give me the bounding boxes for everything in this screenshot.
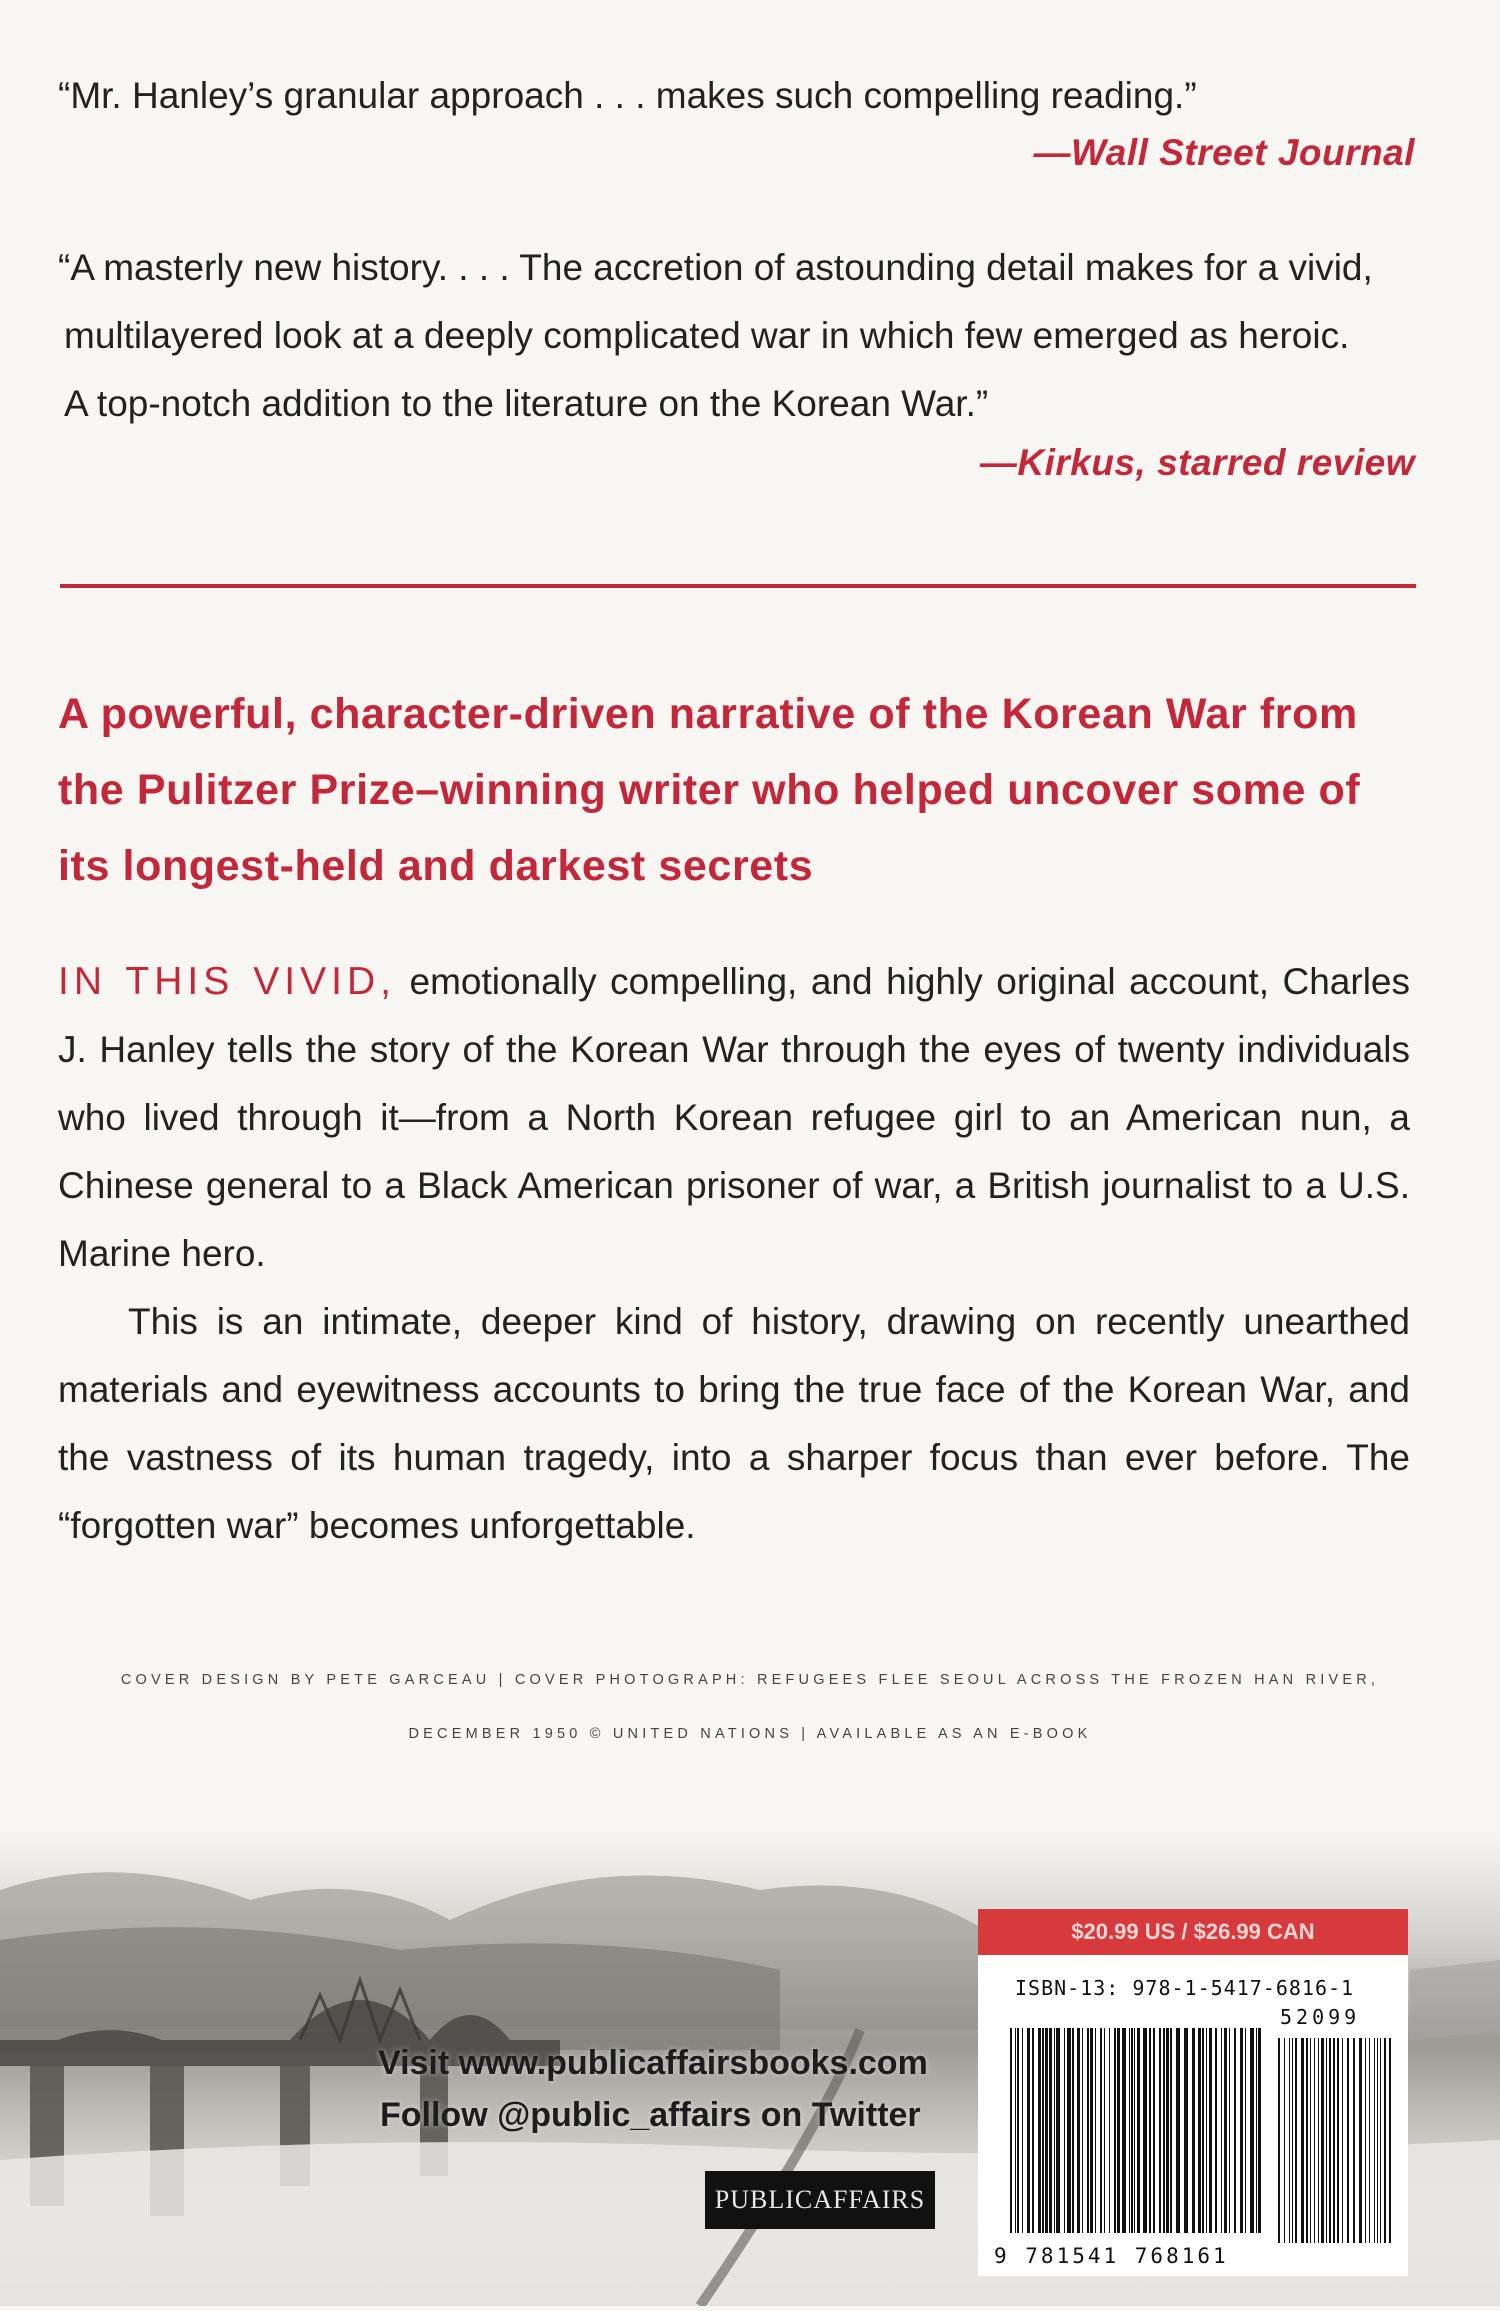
description-paragraph-2: This is an intimate, deeper kind of history, drawing on recently unearthed materials and eyewitness accounts to bring the true face of the Korean War, and the vastness of its human tragedy, into a sharper focus than ever before. The “forgotten war” becomes unforgettable. <box>58 1301 1410 1546</box>
paragraph-1-text: emotionally compelling, and highly original account, Charles J. Hanley tells the story of the Korean War through the eyes of twenty individuals who lived through it—from a North Korean refugee girl to an American nun, a Chinese general to a Black American prisoner of war, a British journalist to a U.S. Marine hero. <box>58 961 1411 1274</box>
isbn-number: ISBN-13: 978-1-5417-6816-1 <box>1015 1976 1355 2000</box>
description-paragraph-1 <box>58 948 1410 1288</box>
quote-2-attribution: —Kirkus, starred review <box>979 442 1415 483</box>
visit-website-link[interactable]: Visit www.publicaffairsbooks.com <box>378 2044 928 2082</box>
barcode-number: 9 781541 768161 <box>990 2244 1233 2268</box>
publisher-logo: PUBLICAFFAIRS <box>705 2171 935 2229</box>
barcode-graphic <box>1010 2008 1395 2248</box>
quote-2-line-2: multilayered look at a deeply complicated war in which few emerged as heroic. <box>64 315 1350 356</box>
description <box>58 948 1410 1560</box>
quote-2-line-3: A top-notch addition to the literature on the Korean War.” <box>64 383 989 424</box>
credits-line-1: COVER DESIGN BY PETE GARCEAU | COVER PHOTOGRAPH: REFUGEES FLEE SEOUL ACROSS THE FROZEN HAN RIVER, <box>120 1672 1380 1688</box>
quote-1-line-1: “Mr. Hanley’s granular approach . . . makes such compelling reading.” <box>58 75 1197 116</box>
quote-2-line-1: “A masterly new history. . . . The accretion of astounding detail makes for a vivid, <box>58 247 1373 288</box>
review-quote-1 <box>58 62 1418 130</box>
follow-twitter-link[interactable]: Follow @public_affairs on Twitter <box>380 2096 921 2134</box>
price-code: 52099 <box>1280 2005 1361 2029</box>
price-label: $20.99 US / $26.99 CAN <box>978 1909 1408 1955</box>
lead-in: IN THIS VIVID, <box>58 960 396 1003</box>
quote-1-attribution: —Wall Street Journal <box>1033 132 1415 173</box>
divider-rule <box>60 584 1416 588</box>
review-quote-2 <box>58 234 1418 438</box>
credits-line-2: DECEMBER 1950 © UNITED NATIONS | AVAILABLE AS AN E-BOOK <box>408 1726 1092 1742</box>
headline: A powerful, character-driven narrative of the Korean War from the Pulitzer Prize–winning writer who helped uncover some of its longest-held and darkest secrets <box>58 690 1361 890</box>
